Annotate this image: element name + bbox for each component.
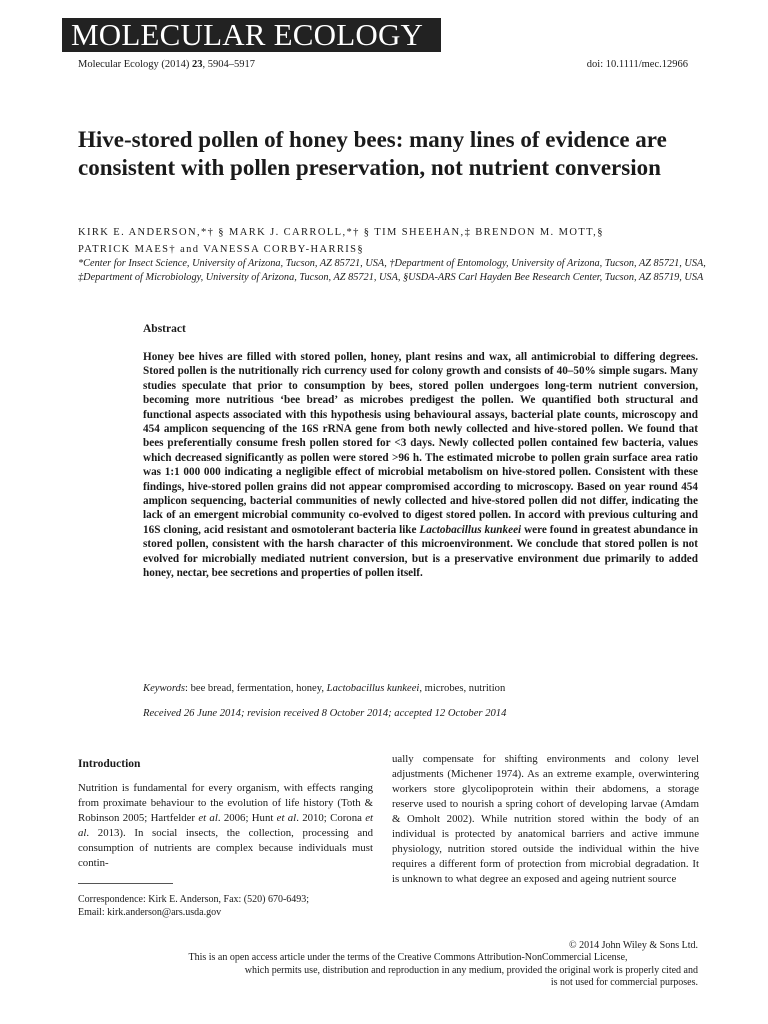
citation-volume: 23	[192, 59, 203, 70]
keywords-list: : bee bread, fermentation, honey,	[184, 683, 327, 694]
doi-reference[interactable]: doi: 10.1111/mec.12966	[586, 59, 688, 70]
keywords-list: , microbes, nutrition	[419, 683, 506, 694]
intro-text: . 2006; Hunt	[217, 812, 277, 824]
license-notice	[118, 952, 698, 990]
author-affiliations: *Center for Insect Science, University of Arizona, Tucson, AZ 85721, USA, †Department of Entomology, University of Arizona, Tucson, AZ 85721, USA, ‡Department of Microbiology, University of Arizona, Tucson, AZ 85721, USA, §USDA-ARS Carl Hayden Bee Research Center, Tucson, AZ 85719, USA	[78, 258, 706, 283]
intro-text: Nutrition is fundamental for every organism, with effects ranging from proximate behaviour to the evolution of life history (Toth & Robinson 2005; Hartfelder	[78, 782, 373, 824]
license-line: is not used for commercial purposes.	[550, 977, 698, 989]
correspondence-email[interactable]: Email: kirk.anderson@ars.usda.gov	[78, 907, 222, 918]
copyright-notice: © 2014 John Wiley & Sons Ltd.	[569, 940, 698, 951]
species-name: Lactobacillus kunkeei	[419, 523, 522, 536]
et-al: et al	[276, 812, 297, 824]
keywords	[143, 682, 698, 696]
author-line: PATRICK MAES† and VANESSA CORBY-HARRIS§	[78, 244, 365, 255]
license-line: This is an open access article under the terms of the Creative Commons Attribution-NonCommercial License,	[188, 952, 628, 963]
introduction-heading: Introduction	[78, 758, 141, 770]
abstract-text-part: Honey bee hives are filled with stored pollen, honey, plant resins and wax, all antimicrobial to differing degrees. Stored pollen is the nutritionally rich currency used for colony growth and consists of 40–50% simple sugars. Many studies speculate that prior to consumption by bees, stored pollen undergoes long-term nutrient conversion, becoming more nutritious ‘bee bread’ as microbes predigest the pollen. We quantified both structural and functional aspects associated with this hypothesis using behavioural assays, bacterial plate counts, microscopy and 454 amplicon sequencing of the 16S rRNA gene from both newly collected and hive-stored pollen. We found that bees preferentially consume fresh pollen stored for <3 days. Newly collected pollen contained few bacteria, values which decreased significantly as pollen were stored >96 h. The estimated microbe to pollen grain surface area ratio was 1:1 000 000 indicating a negligible effect of microbial metabolism on hive-stored pollen. Consistent with these findings, hive-stored pollen grains did not appear compromised according to microscopy. Based on year round 454 amplicon sequencing, bacterial communities of newly collected and hive-stored pollen did not differ, indicating the lack of an emergent microbial community co-evolved to digest stored pollen. In accord with previous culturing and 16S cloning, acid resistant and osmotolerant bacteria like	[143, 351, 698, 536]
et-al: et al	[78, 812, 374, 839]
intro-text: . 2013). In social insects, the collection, processing and consumption of nutrients are complex because individuals must contin-	[78, 827, 373, 869]
et-al: et al	[198, 812, 218, 824]
article-title: Hive-stored pollen of honey bees: many lines of evidence are consistent with pollen preservation, not nutrient conversion	[78, 127, 667, 180]
license-line: which permits use, distribution and reproduction in any medium, provided the original work is properly cited and	[244, 964, 698, 976]
journal-citation	[78, 59, 255, 70]
intro-text: . 2010; Corona	[296, 812, 366, 824]
introduction-column-left	[78, 781, 373, 871]
abstract-heading: Abstract	[143, 323, 186, 335]
citation-prefix: Molecular Ecology (2014)	[78, 59, 190, 70]
introduction-column-right: ually compensate for shifting environments and colony level adjustments (Michener 1974). As an extreme example, overwintering workers store glycolipoprotein within their abdomens, a storage reserve used to nourish a spring cohort of developing larvae (Amdam & Omholt 2002). While nutrition stored within the body of an individual is protected by anatomical barriers and active immune physiology, nutrition stored outside the individual within the hive requires a different form of protection from microbial degradation. It is unknown to what degree an exposed and ageing nutrient source	[392, 753, 699, 885]
author-line: KIRK E. ANDERSON,*† § MARK J. CARROLL,*† § TIM SHEEHAN,‡ BRENDON M. MOTT,§	[78, 227, 604, 238]
keywords-label: Keywords	[143, 683, 185, 694]
citation-pages: , 5904–5917	[202, 59, 256, 70]
keyword-species: Lactobacillus kunkeei	[326, 683, 420, 694]
journal-name-banner: MOLECULAR ECOLOGY	[62, 18, 441, 52]
received-dates: Received 26 June 2014; revision received 8 October 2014; accepted 12 October 2014	[143, 708, 507, 719]
correspondence-line: Correspondence: Kirk E. Anderson, Fax: (520) 670-6493;	[78, 894, 310, 905]
abstract-text	[143, 350, 698, 581]
abstract-text-part: were found in greatest abundance in stored pollen, consistent with the harsh character of this microenvironment. We conclude that stored pollen is not evolved for microbially mediated nutrient conversion, but is a preservative environment due primarily to added honey, nectar, bee secretions and properties of pollen itself.	[143, 523, 698, 580]
footnote-divider	[78, 883, 173, 884]
author-list	[78, 224, 718, 258]
correspondence-note	[78, 893, 378, 919]
